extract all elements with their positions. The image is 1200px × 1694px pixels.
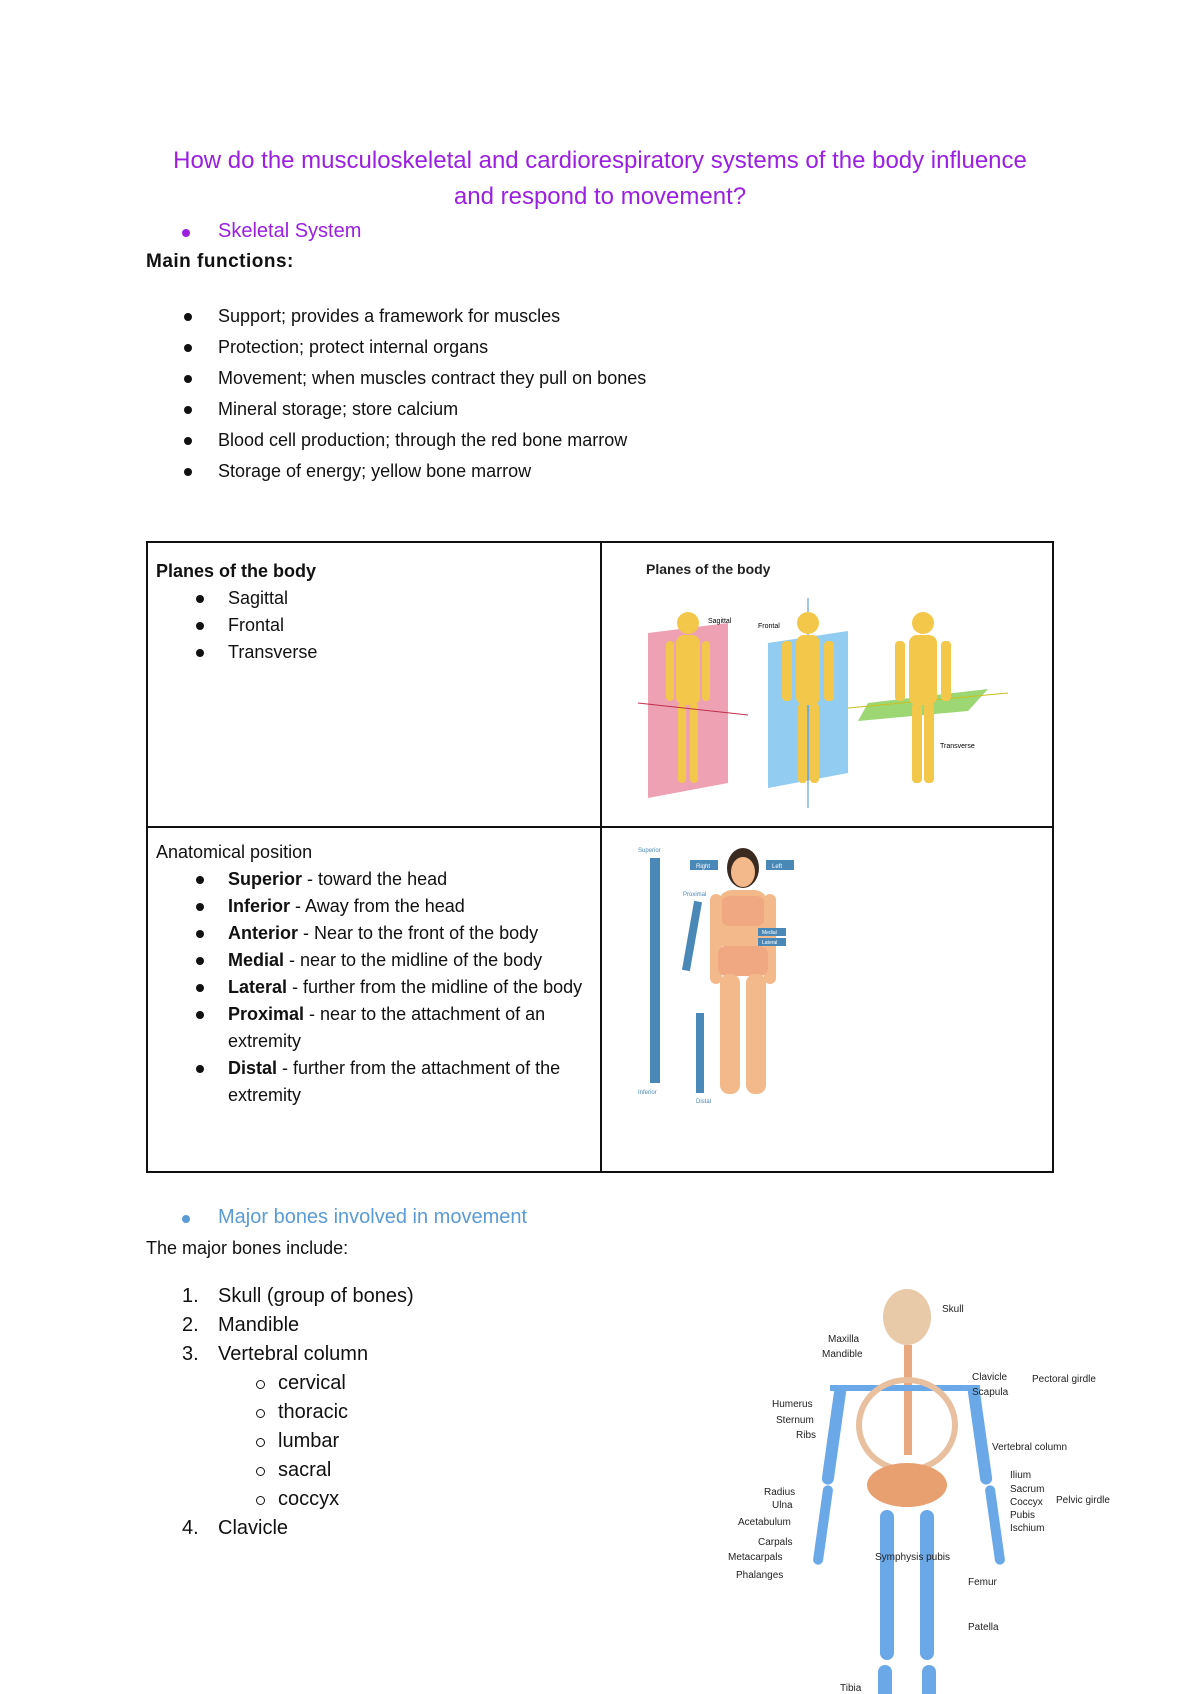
skeletal-system-heading: Skeletal System [182,220,361,243]
sub-list-item: sacral [182,1456,414,1485]
functions-list [182,301,646,487]
table-divider [148,826,1052,828]
patella-label: Patella [968,1622,999,1633]
body-figure [895,612,951,783]
sub-list-item: lumbar [182,1427,414,1456]
list-item: Mineral storage; store calcium [182,394,646,425]
planes-heading: Planes of the body [156,561,317,581]
anatomical-cell [156,839,586,1109]
inferior-label: Inferior [638,1090,657,1096]
humerus-label: Humerus [772,1399,813,1410]
anatomical-position-image [618,838,858,1168]
skeleton-image [720,1285,1120,1694]
frontal-label: Frontal [758,623,780,630]
pelvic-girdle-label: Pelvic girdle [1056,1495,1110,1506]
vertebral-column-label: Vertebral column [992,1442,1068,1453]
list-item: 2. Mandible [182,1314,300,1336]
ilium-label: Ilium [1010,1470,1032,1481]
major-bones-heading: Major bones involved in movement [182,1206,527,1229]
bones-intro: The major bones include: [146,1238,349,1258]
pectoral-girdle-label: Pectoral girdle [1032,1374,1096,1385]
proximal-label: Proximal [683,892,707,898]
list-item: Inferior - Away from the head [156,893,586,920]
distal-label: Distal [696,1099,712,1105]
radius-label: Radius [764,1487,796,1498]
proximal-distal-arrow [696,1013,704,1093]
body-planes-table [146,541,1054,1173]
planes-cell [156,558,317,666]
scapula-label: Scapula [972,1387,1009,1398]
metacarpals-label: Metacarpals [728,1552,783,1563]
list-item: Movement; when muscles contract they pull on bones [182,363,646,394]
sub-list-item: coccyx [182,1485,414,1514]
tibia-label: Tibia [840,1683,862,1694]
femur-label: Femur [968,1577,997,1588]
maxilla-label: Maxilla [828,1334,860,1345]
list-item: Superior - toward the head [156,866,586,893]
list-item: Medial - near to the midline of the body [156,947,586,974]
list-item: Proximal - near to the attachment of an extremity [156,1001,586,1055]
sacrum-label: Sacrum [1010,1484,1045,1495]
ulna-label: Ulna [772,1500,793,1511]
ribs-label: Ribs [796,1430,817,1441]
phalanges-label: Phalanges [736,1570,784,1581]
coccyx-label: Coccyx [1010,1497,1043,1508]
anatomical-heading: Anatomical position [156,842,313,862]
list-item: 1. Skull (group of bones) [182,1285,414,1307]
list-item: Anterior - Near to the front of the body [156,920,586,947]
superior-inferior-arrow [650,858,660,1083]
list-item: Lateral - further from the midline of the body [156,974,586,1001]
planes-image-title: Planes of the body [646,561,771,577]
list-item: Storage of energy; yellow bone marrow [182,456,646,487]
symphysis-pubis-label: Symphysis pubis [875,1552,951,1563]
mandible-label: Mandible [822,1349,863,1360]
bullet-icon [182,1215,190,1223]
clavicle-label: Clavicle [972,1372,1008,1383]
list-item: 4. Clavicle [182,1517,289,1539]
lateral-label: Lateral [762,940,778,946]
planes-of-body-image [618,593,1038,813]
list-item: 3. Vertebral column [182,1343,369,1365]
sub-list-item: thoracic [182,1398,414,1427]
right-label: Right [696,864,711,870]
list-item: Transverse [156,639,317,666]
pubis-label: Pubis [1010,1510,1036,1521]
ischium-label: Ischium [1010,1523,1045,1534]
list-item: Blood cell production; through the red bone marrow [182,425,646,456]
page-title: How do the musculoskeletal and cardiorespiratory systems of the body influence and respond to movement? [173,147,1027,210]
sagittal-label: Sagittal [708,618,732,625]
proximal-distal-arrow [682,901,702,971]
superior-label: Superior [638,848,661,854]
bullet-icon [182,229,190,237]
sub-list-item: cervical [182,1369,414,1398]
list-item: Distal - further from the attachment of the extremity [156,1055,586,1109]
list-item: Support; provides a framework for muscles [182,301,646,332]
skull-label: Skull [942,1304,964,1315]
table-divider [600,543,602,1171]
transverse-label: Transverse [940,743,975,750]
list-item: Sagittal [156,585,317,612]
list-item: Protection; protect internal organs [182,332,646,363]
carpals-label: Carpals [758,1537,793,1548]
left-label: Left [772,864,783,870]
list-item: Frontal [156,612,317,639]
main-functions-label: Main functions: [146,251,294,272]
sternum-label: Sternum [776,1415,814,1426]
bones-list [182,1282,414,1543]
acetabulum-label: Acetabulum [738,1517,791,1528]
person-figure [710,848,776,1094]
medial-label: Medial [762,930,777,936]
